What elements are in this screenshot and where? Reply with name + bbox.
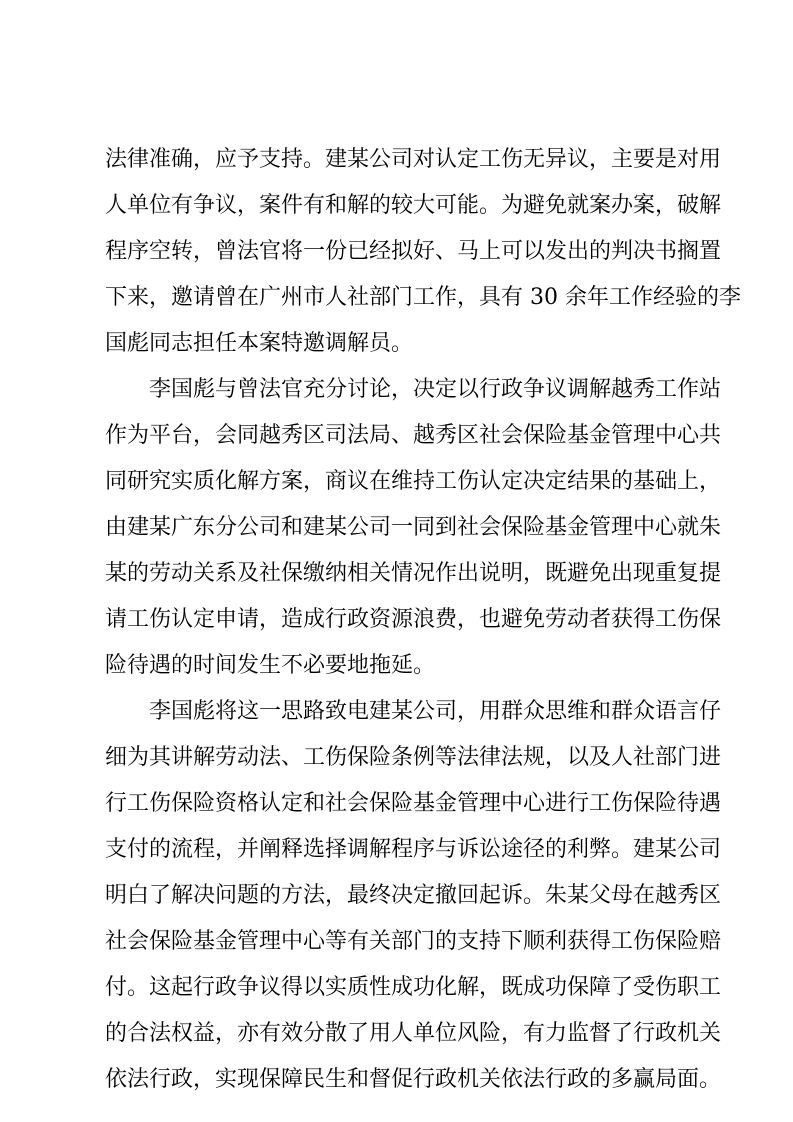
paragraph-3-line-5: 明白了解决问题的方法，最终决定撤回起诉。朱某父母在越秀区: [105, 883, 722, 908]
paragraph-2-line-1: 李国彪与曾法官充分讨论，决定以行政争议调解越秀工作站: [149, 377, 722, 402]
paragraph-2-line-3: 同研究实质化解方案，商议在维持工伤认定决定结果的基础上，: [105, 469, 722, 494]
paragraph-1-line-4: 下来，邀请曾在广州市人社部门工作，具有 30 余年工作经验的李: [105, 285, 741, 310]
paragraph-1-line-5: 国彪同志担任本案特邀调解员。: [105, 331, 414, 356]
paragraph-3-line-3: 行工伤保险资格认定和社会保险基金管理中心进行工伤保险待遇: [105, 791, 722, 816]
paragraph-3-line-1: 李国彪将这一思路致电建某公司，用群众思维和群众语言仔: [149, 699, 722, 724]
paragraph-1-line-1: 法律准确，应予支持。建某公司对认定工伤无异议，主要是对用: [105, 147, 722, 172]
paragraph-2-line-6: 请工伤认定申请，造成行政资源浪费，也避免劳动者获得工伤保: [105, 607, 722, 632]
paragraph-3-line-6: 社会保险基金管理中心等有关部门的支持下顺利获得工伤保险赔: [105, 929, 722, 954]
paragraph-3-line-9: 依法行政，实现保障民生和督促行政机关依法行政的多赢局面。: [105, 1067, 722, 1092]
paragraph-3-line-8: 的合法权益，亦有效分散了用人单位风险，有力监督了行政机关: [105, 1021, 722, 1046]
paragraph-3-line-7: 付。这起行政争议得以实质性成功化解，既成功保障了受伤职工: [105, 975, 722, 1000]
paragraph-3-line-4: 支付的流程，并阐释选择调解程序与诉讼途径的利弊。建某公司: [105, 837, 722, 862]
paragraph-1-line-2: 人单位有争议，案件有和解的较大可能。为避免就案办案，破解: [105, 193, 722, 218]
paragraph-1-line-3: 程序空转，曾法官将一份已经拟好、马上可以发出的判决书搁置: [105, 239, 722, 264]
paragraph-3-line-2: 细为其讲解劳动法、工伤保险条例等法律法规，以及人社部门进: [105, 745, 722, 770]
paragraph-2-line-5: 某的劳动关系及社保缴纳相关情况作出说明，既避免出现重复提: [105, 561, 722, 586]
paragraph-2-line-4: 由建某广东分公司和建某公司一同到社会保险基金管理中心就朱: [105, 515, 722, 540]
paragraph-2-line-7: 险待遇的时间发生不必要地拖延。: [105, 653, 436, 678]
paragraph-2-line-2: 作为平台，会同越秀区司法局、越秀区社会保险基金管理中心共: [105, 423, 722, 448]
